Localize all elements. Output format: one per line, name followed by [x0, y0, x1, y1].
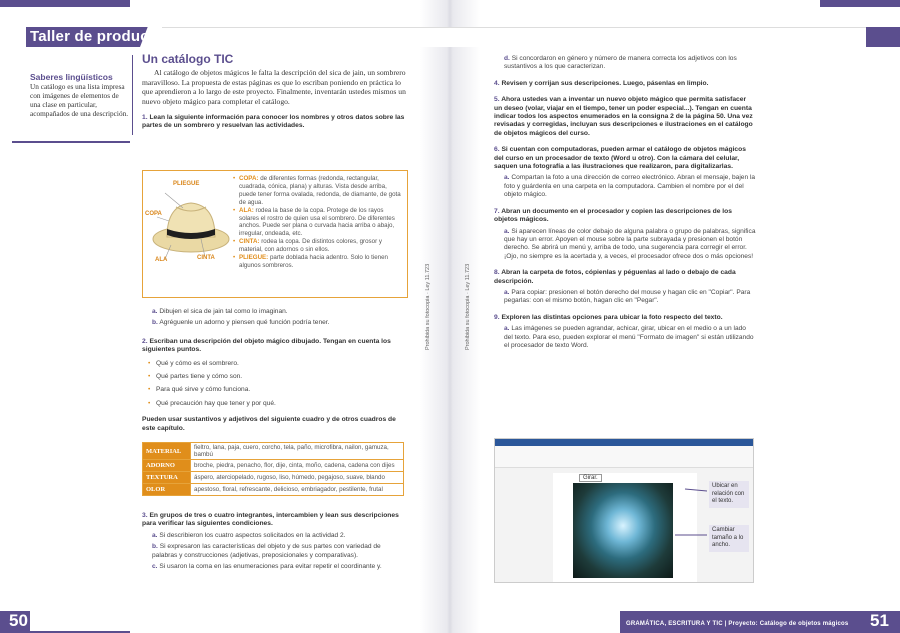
watermark-right: Prohibida su fotocopia · Ley 11.723	[465, 263, 471, 350]
sidebar-divider	[132, 55, 133, 135]
page-heading: Un catálogo TIC	[142, 52, 234, 66]
footer-caption: GRAMÁTICA, ESCRITURA Y TIC | Proyecto: Catálogo de objetos mágicos	[626, 621, 849, 627]
question-3a: a. Si describieron los cuatro aspectos solicitados en la actividad 2.	[152, 531, 346, 539]
bullet-item: • Para qué sirve y cómo funciona.	[142, 386, 406, 394]
word-screenshot	[494, 438, 754, 583]
top-bar-left	[0, 0, 130, 7]
hat-illustration	[143, 171, 233, 297]
table-row: TEXTURA áspero, aterciopelado, rugoso, liso, húmedo, pegajoso, suave, blando	[143, 472, 404, 484]
table-intro: Pueden usar sustantivos y adjetivos del siguiente cuadro y de otros cuadros de este capítulo.	[142, 416, 396, 432]
label-ala: ALA	[155, 257, 168, 263]
label-copa: COPA	[145, 211, 162, 217]
hat-info-list	[233, 175, 405, 270]
banner-blank	[156, 27, 868, 47]
vocabulary-table	[142, 442, 404, 496]
question-7a: a. Si aparecen líneas de color debajo de alguna palabra o grupo de palabras, significa que hay un error. Apoyen el mouse sobre la parte subrayada y presionen el botón derecho. Se abrirá un menú y, arriba de todo, una sugerencia para corregir el error. ¡Ojo, no siempre es la acertada y, a veces, el procesador ofrece dos o más opciones!	[504, 227, 756, 260]
question-1a: a. Dibujen el sica de jain tal como lo imaginan.	[152, 308, 288, 315]
hat-info-box	[142, 170, 408, 298]
question-5: 5. Ahora ustedes van a inventar un nuevo objeto mágico que permita satisfacer un deseo (volar, viajar en el tiempo, tener un poder especial...). Tengan en cuenta indicar todos los aspectos enumerados en la consigna 2 de la página 50. Una vez revisadas y corregidas, incluyan sus descripciones e ilustraciones en el catálogo de objetos mágicos del curso.	[494, 96, 753, 137]
watermark-left: Prohibida su fotocopia · Ley 11.723	[425, 263, 431, 350]
question-3b: b. Si expresaron las características del objeto y de sus partes con variedad de palabras y construcciones (adjetivas, preposicionales y comparativas).	[152, 543, 381, 559]
sidebar-text: Un catálogo es una lista impresa con imágenes de elementos de una clase en particular, acompañados de una descripción.	[30, 82, 129, 118]
bullet-item: • Qué y cómo es el sombrero.	[142, 360, 406, 368]
label-cinta: CINTA	[197, 255, 215, 261]
table-row: OLOR apestoso, floral, refrescante, delicioso, embriagador, pestilente, frutal	[143, 484, 404, 496]
callout-width: Cambiar tamaño a lo ancho.	[709, 525, 749, 552]
question-9a: a. Las imágenes se pueden agrandar, achicar, girar, ubicar en el medio o a un lado del texto. Para eso, pueden explorar el menú "Formato de imagen" si están utilizando el procesador de texto Word.	[504, 325, 754, 349]
left-column-bottom	[142, 512, 406, 571]
question-8a: a. Para copiar: presionen el botón derecho del mouse y hagan clic en "Copiar". Para pegarlas: con el mismo botón, hagan clic en "Pegar".	[504, 288, 751, 305]
question-8: 8. Abran la carpeta de fotos, cópienlas y péguenlas al lado o debajo de cada descripción.	[494, 269, 736, 285]
section-title: Taller de producción	[30, 28, 181, 45]
table-row: MATERIAL fieltro, lana, paja, cuero, corcho, tela, paño, microfibra, nailon, gamuza, bambú	[143, 443, 404, 460]
page-number-left: 50	[9, 611, 28, 630]
question-1b: b. Agréguenle un adorno y piensen qué función podría tener.	[152, 319, 330, 327]
question-9: 9. Exploren las distintas opciones para ubicar la foto respecto del texto.	[494, 313, 723, 321]
question-3: 3. En grupos de tres o cuatro integrantes, intercambien y lean sus descripciones para verificar las siguientes condiciones.	[142, 512, 399, 528]
rotate-label: Girar.	[579, 474, 602, 482]
hat-info-item: • CINTA: rodea la copa. De distintos colores, grosor y material, con adornos o sin ellos.	[233, 238, 405, 254]
question-2: 2. Escriban una descripción del objeto mágico dibujado. Tengan en cuenta los siguientes puntos.	[142, 337, 391, 354]
intro-paragraph: Al catálogo de objetos mágicos le falta la descripción del sica de jain, un sombrero maravilloso. La propuesta de estas páginas es que lo escriban poniendo en práctica lo que aprendieron a lo largo de este proyecto. Finalmente, inventarán ustedes mismos un nuevo objeto mágico para completar el catálogo.	[142, 68, 406, 106]
sidebar-underline	[12, 141, 130, 143]
question-3d: d. Si concordaron en género y número de manera correcta los adjetivos con los sustantivos a los que caracterizan.	[504, 55, 737, 71]
hat-info-item: • ALA: rodea la base de la copa. Protege de los rayos solares el rostro de quien usa el sombrero. De diferentes anchos. Puede ser plana o curvada hacia arriba o abajo, irregular, ondeada, etc.	[233, 207, 405, 239]
table-row: ADORNO broche, piedra, penacho, flor, dije, cinta, moño, cadena, cadena con dijes	[143, 460, 404, 472]
callout-position: Ubicar en relación con el texto.	[709, 481, 749, 508]
sidebar-title: Saberes lingüísticos	[30, 72, 113, 82]
label-pliegue: PLIEGUE	[173, 181, 200, 187]
question-6: 6. Si cuentan con computadoras, pueden armar el catálogo de objetos mágicos del curso en un procesador de texto (Word u otro). Con la cámara del celular, saquen una fotografía a las ilustraciones que realizaron, para digitalizarlas.	[494, 146, 746, 171]
bullet-item: • Qué partes tiene y cómo son.	[142, 373, 406, 381]
right-column	[494, 52, 756, 350]
question-7: 7. Abran un documento en el procesador y copien las descripciones de los objetos mágicos.	[494, 207, 732, 224]
hat-info-item: • PLIEGUE: parte doblada hacia adentro. Solo lo tienen algunos sombreros.	[233, 254, 405, 270]
page-number-right: 51	[870, 611, 889, 630]
sidebar-box	[30, 72, 130, 118]
banner-tab-right	[866, 27, 900, 47]
question-1: 1. Lean la siguiente información para conocer los nombres y otros datos sobre las partes de un sombrero y resuelvan las actividades.	[142, 114, 405, 130]
bullet-item: • Qué precaución hay que tener y por qué.	[142, 400, 406, 408]
question-4: 4. Revisen y corrijan sus descripciones. Luego, pásenlas en limpio.	[494, 79, 709, 87]
hat-info-item: • COPA: de diferentes formas (redonda, rectangular, cuadrada, cónica, plana) y alturas. Vista desde arriba, puede tener forma ovalada, redonda, de diamante, de gota de agua.	[233, 175, 405, 207]
left-column-lower	[142, 305, 406, 433]
top-bar-right	[820, 0, 900, 7]
left-column	[142, 52, 406, 131]
callout-arrows	[495, 439, 754, 583]
question-6a: a. Compartan la foto a una dirección de correo electrónico. Abran el mensaje, bajen la foto y guárdenla en una carpeta en la computadora. Cambien el nombre por el del objeto mágico.	[504, 174, 756, 199]
question-3c: c. Si usaron la coma en las enumeraciones para evitar repetir el coordinante y.	[152, 563, 382, 571]
